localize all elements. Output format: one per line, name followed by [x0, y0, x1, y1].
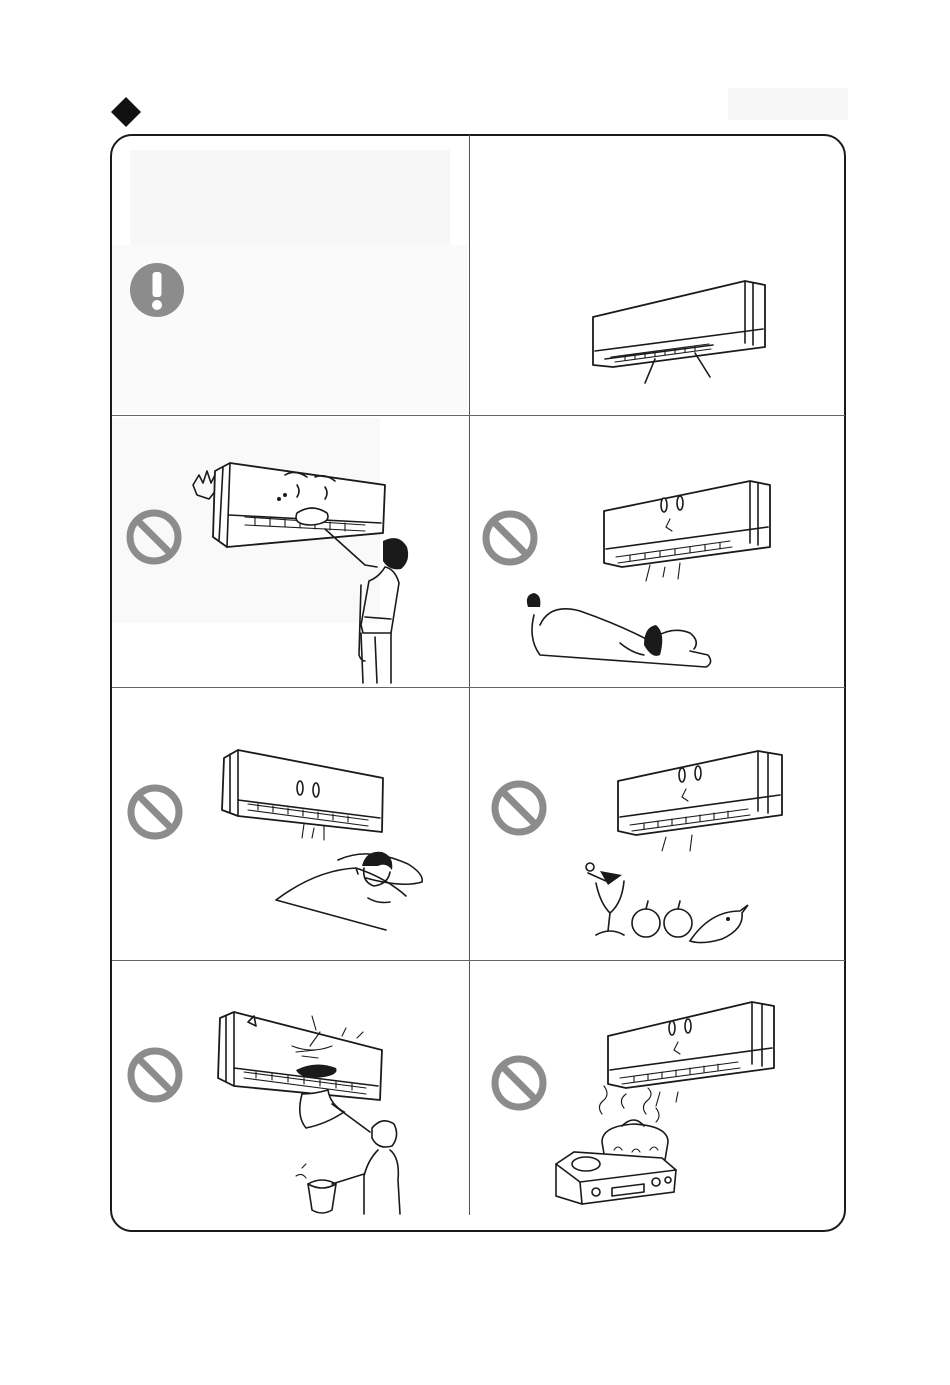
prohibition-icon	[127, 784, 183, 840]
unit-over-sleeping-person-illustration	[218, 748, 438, 938]
unit-over-stove-illustration	[552, 996, 777, 1206]
prohibition-icon	[491, 780, 547, 836]
exclamation-icon	[129, 262, 185, 318]
air-conditioner-illustration	[585, 275, 775, 385]
grid-divider-row-1	[112, 415, 845, 416]
grid-divider-vertical	[469, 135, 470, 1215]
header-tag-area	[728, 88, 848, 120]
prohibition-icon	[126, 509, 182, 565]
diamond-icon	[110, 96, 142, 128]
grid-divider-row-3	[112, 960, 845, 961]
prohibition-icon	[491, 1055, 547, 1111]
unit-over-dog-illustration	[520, 475, 775, 675]
unit-over-food-illustration	[578, 745, 788, 950]
person-reaching-unit-illustration	[185, 455, 415, 685]
prohibition-icon	[127, 1047, 183, 1103]
person-splashing-water-illustration	[212, 1008, 412, 1218]
grid-divider-row-2	[112, 687, 845, 688]
